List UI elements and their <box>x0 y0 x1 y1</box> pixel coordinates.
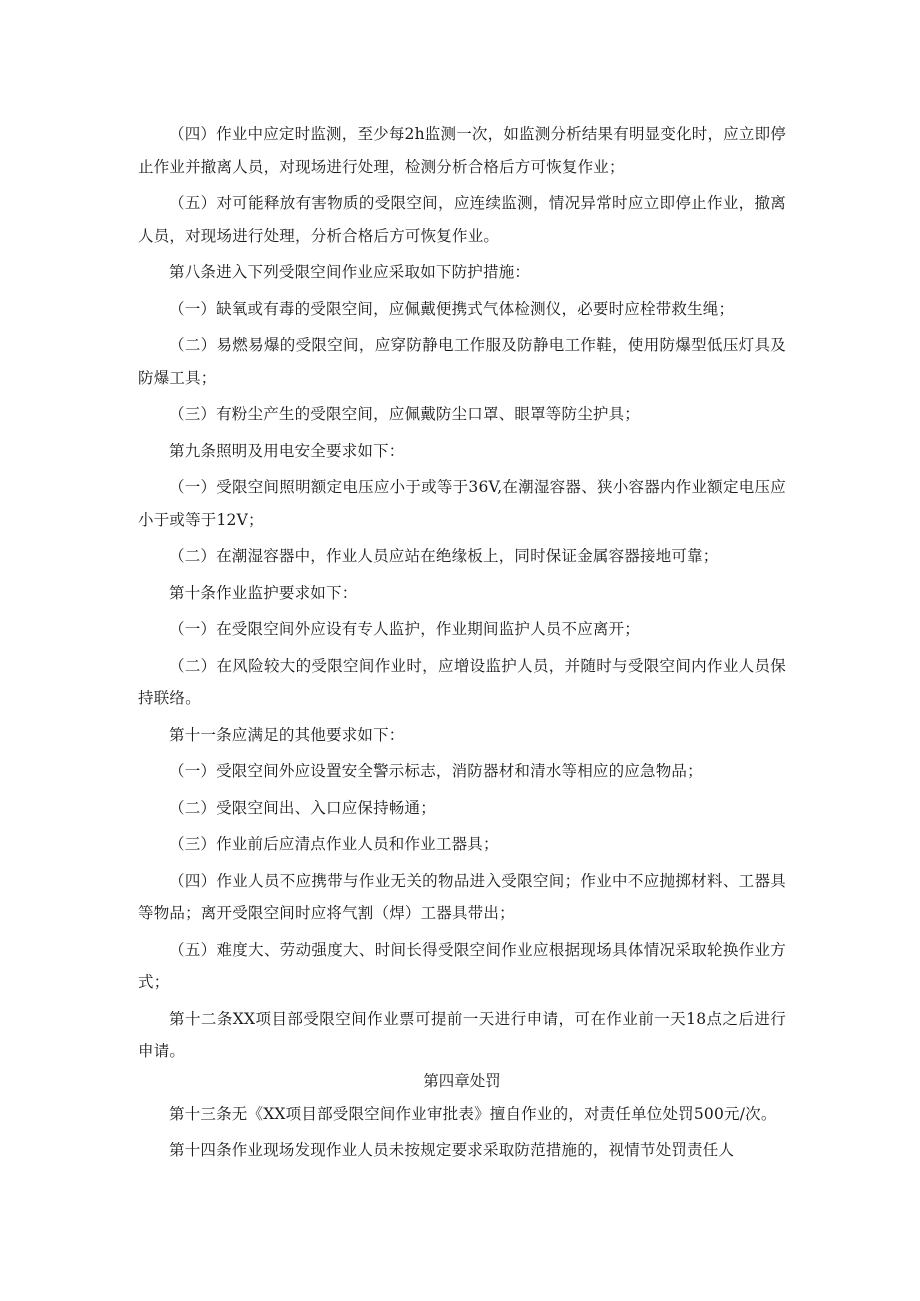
article-11-item-5: （五）难度大、劳动强度大、时间长得受限空间作业应根据现场具体情况采取轮换作业方式； <box>138 940 786 991</box>
article-9-title: 第九条照明及用电安全要求如下： <box>169 441 405 460</box>
article-13: 第十三条无《XX项目部受限空间作业审批表》擅自作业的，对责任单位处罚500元/次。 <box>169 1104 777 1123</box>
article-11-item-4: （四）作业人员不应携带与作业无关的物品进入受限空间；作业中不应抛掷材料、工器具等物品；离开受限空间时应将气割（焊）工器具带出； <box>138 871 786 922</box>
paragraph-monitoring-5: （五）对可能释放有害物质的受限空间，应连续监测，情况异常时应立即停止作业，撤离人员，对现场进行处理，分析合格后方可恢复作业。 <box>138 194 786 245</box>
article-8-item-1: （一）缺氧或有毒的受限空间，应佩戴便携式气体检测仪，必要时应栓带救生绳； <box>169 299 735 318</box>
chapter-heading: 第四章处罚 <box>423 1071 501 1090</box>
article-11-item-3: （三）作业前后应清点作业人员和作业工器具； <box>169 835 499 853</box>
article-9-item-1: （一）受限空间照明额定电压应小于或等于36V,在潮湿容器、狭小容器内作业额定电压应小于或等于12V； <box>138 478 786 529</box>
article-14: 第十四条作业现场发现作业人员未按规定要求采取防范措施的，视情节处罚责任人 <box>169 1141 735 1159</box>
article-9-item-2: （二）在潮湿容器中，作业人员应站在绝缘板上，同时保证金属容器接地可靠； <box>169 547 719 565</box>
article-10-item-2: （二）在风险较大的受限空间作业时，应增设监护人员，并随时与受限空间内作业人员保持联络。 <box>138 656 786 707</box>
article-8-item-3: （三）有粉尘产生的受限空间，应佩戴防尘口罩、眼罩等防尘护具； <box>169 405 641 423</box>
article-12: 第十二条XX项目部受限空间作业票可提前一天进行申请，可在作业前一天18点之后进行申请。 <box>138 1009 786 1060</box>
article-10-title: 第十条作业监护要求如下： <box>169 583 358 602</box>
article-8-title: 第八条进入下列受限空间作业应采取如下防护措施： <box>169 263 531 281</box>
article-11-title: 第十一条应满足的其他要求如下： <box>169 725 405 744</box>
article-10-item-1: （一）在受限空间外应设有专人监护，作业期间监护人员不应离开； <box>169 620 641 638</box>
document-body <box>138 118 786 1171</box>
article-11-item-2: （二）受限空间出、入口应保持畅通； <box>169 798 436 817</box>
article-11-item-1: （一）受限空间外应设置安全警示标志，消防器材和清水等相应的应急物品； <box>169 762 703 780</box>
article-8-item-2: （二）易燃易爆的受限空间，应穿防静电工作服及防静电工作鞋，使用防爆型低压灯具及防爆工具； <box>138 336 786 387</box>
paragraph-monitoring-4: （四）作业中应定时监测，至少每2h监测一次，如监测分析结果有明显变化时，应立即停止作业并撤离人员，对现场进行处理，检测分析合格后方可恢复作业； <box>138 125 786 176</box>
